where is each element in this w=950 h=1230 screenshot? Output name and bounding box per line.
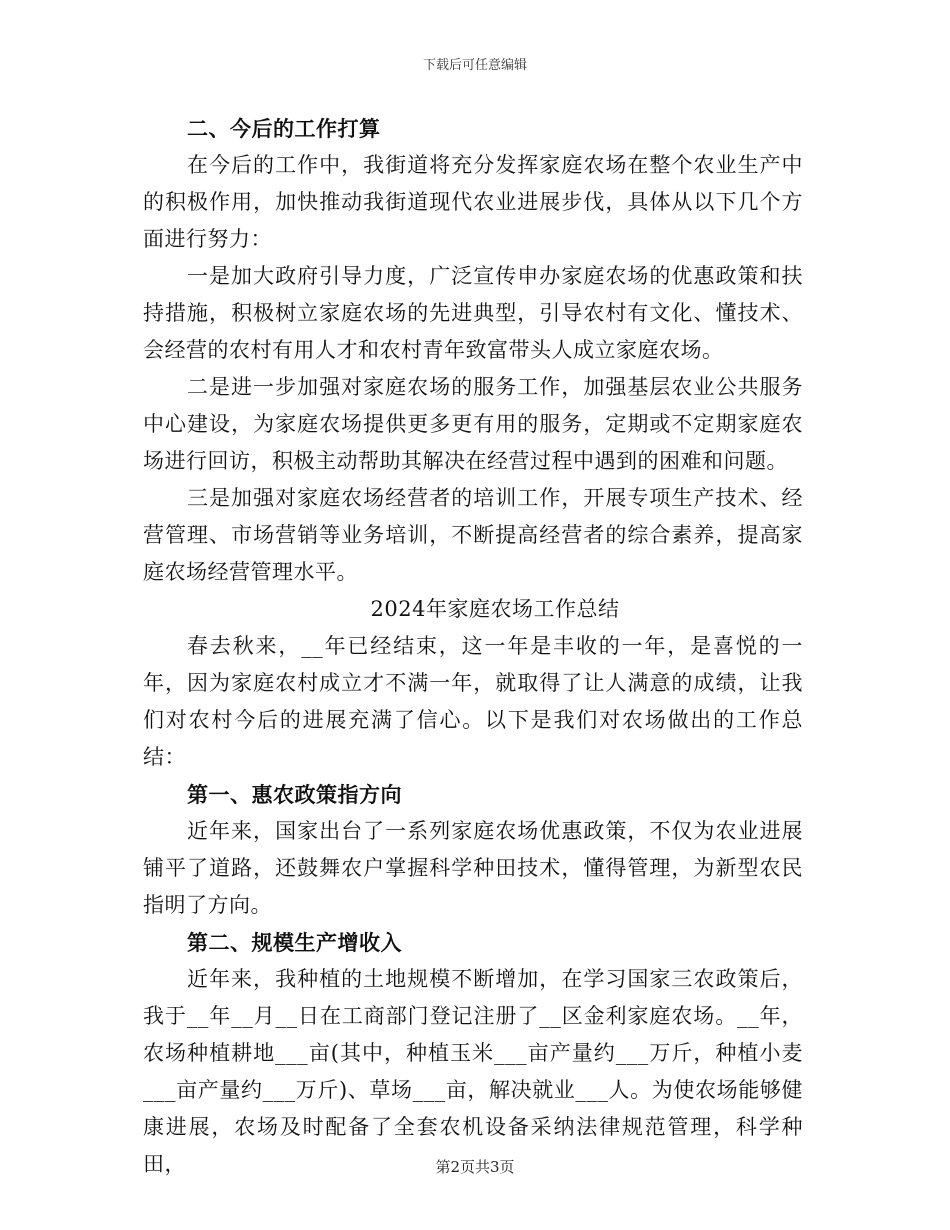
document-title: 2024年家庭农场工作总结 — [370, 597, 620, 621]
paragraph-intro: 在今后的工作中，我街道将充分发挥家庭农场在整个农业生产中的积极作用，加快推动我街道现代农业进展步伐，具体从以下几个方面进行努力： — [143, 153, 803, 251]
page-header: 下载后可任意编辑 — [422, 58, 527, 73]
paragraph-point-one: 一是加大政府引导力度，广泛宣传申办家庭农场的优惠政策和扶持措施，积极树立家庭农场的先进典型，引导农村有文化、懂技术、会经营的农村有用人才和农村青年致富带头人成立家庭农场。 — [143, 264, 803, 362]
section-heading-future-plans: 二、今后的工作打算 — [187, 116, 381, 141]
page-footer: 第2页共3页 — [435, 1158, 515, 1176]
paragraph-point-three: 三是加强对家庭农场经营者的培训工作，开展专项生产技术、经营管理、市场营销等业务培训，不断提高经营者的综合素养，提高家庭农场经营管理水平。 — [143, 486, 803, 584]
paragraph-scale: 近年来，我种植的土地规模不断增加，在学习国家三农政策后，我于__年__月__日在工商部门登记注册了__区金利家庭农场。__年，农场种植耕地___亩(其中，种植玉米___亩产量约___万斤，种植小麦___亩产量约___万斤)、草场___亩，解决就业___人。为使农场能够健康进展，农场及时配备了全套农机设备采纳法律规范管理，科学种田， — [143, 967, 803, 1176]
paragraph-policy: 近年来，国家出台了一系列家庭农场优惠政策，不仅为农业进展铺平了道路，还鼓舞农户掌握科学种田技术，懂得管理，为新型农民指明了方向。 — [143, 819, 803, 917]
paragraph-point-two: 二是进一步加强对家庭农场的服务工作，加强基层农业公共服务中心建设，为家庭农场提供更多更有用的服务，定期或不定期家庭农场进行回访，积极主动帮助其解决在经营过程中遇到的困难和问题。 — [143, 375, 803, 473]
section-heading-policy: 第一、惠农政策指方向 — [187, 782, 402, 807]
document-body — [143, 110, 803, 1183]
section-heading-scale: 第二、规模生产增收入 — [187, 930, 402, 955]
paragraph-summary-intro: 春去秋来，__年已经结束，这一年是丰收的一年，是喜悦的一年，因为家庭农村成立才不满一年，就取得了让人满意的成绩，让我们对农村今后的进展充满了信心。以下是我们对农场做出的工作总结： — [143, 634, 803, 769]
